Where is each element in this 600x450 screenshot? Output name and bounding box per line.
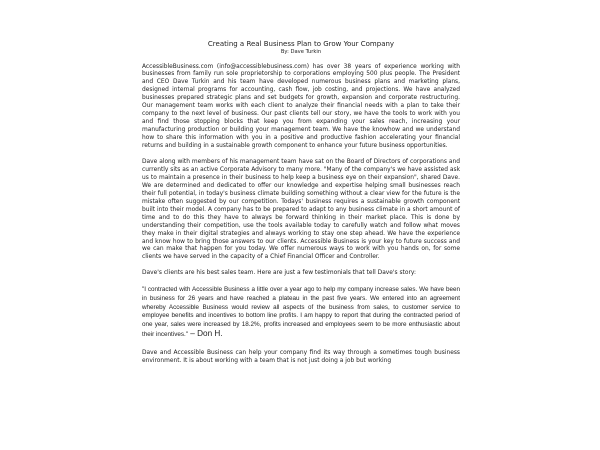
document-title: Creating a Real Business Plan to Grow Your Company xyxy=(207,40,395,48)
paragraph-closing: Dave and Accessible Business can help your company find its way through a sometimes tough business environment. It is about working with a team that is not just doing a job but working xyxy=(142,349,460,364)
document-page xyxy=(142,40,460,373)
testimonial-quote xyxy=(142,286,460,339)
document-byline: By: Dave Turkin xyxy=(280,48,322,55)
paragraph-board-advisory: Dave along with members of his management team have sat on the Board of Directors of corporations and currently sits as an active Corporate Advisory to many more. "Many of the company's we have assisted ask us to maintain a presence in their business to help keep a business eye on their expansion", shared Dave. We are determined and dedicated to offer our knowledge and expertise helping small businesses reach their full potential, in today's business climate building something without a clear view for the future is the mistake often suggested by our competition. Todays' business requires a sustainable growth component built into their model. A company has to be prepared to adapt to any business climate in a short amount of time and to do this they have to always be forward thinking in their market place. This is done by understanding their competition, use the tools available today to carefully watch and follow what moves they make in their digital strategies and always working to stay one step ahead. We have the experience and know how to bring those answers to our clients. Accessible Business is your key to future success and we can make that happen for you today. We offer numerous ways to work with you hands on, for some clients we have served in the capacity of a Chief Financial Officer and Controller. xyxy=(142,158,460,261)
paragraph-testimonials-intro: Dave's clients are his best sales team. Here are just a few testimonials that tell Dave's story: xyxy=(142,270,416,277)
testimonial-text: "I contracted with Accessible Business a little over a year ago to help my company increase sales. We have been in business for 26 years and have reached a plateau in the past five years. We entered into an agreement whereby Accessible Business would review all aspects of the business from sales, to customer service to employee benefits and incentives to bottom line profits. I am happy to report that during the contracted period of one year, sales were increased by 18.2%, profits increased and employees seem to be more enthusiastic about their incentives." xyxy=(142,286,460,338)
testimonial-author: – Don H. xyxy=(188,328,223,338)
paragraph-company-overview: AccessibleBusiness.com (info@accessiblebusiness.com) has over 38 years of experience working with businesses from family run sole proprietorship to corporations employing 500 plus people. The President and CEO Dave Turkin and his team have developed numerous business plans and marketing plans, designed internal programs for accounting, cash flow, job costing, and projections. We have analyzed businesses prepared strategic plans and set budgets for growth, expansion and corporate restructuring. Our management team works with each client to analyze their financial needs with a plan to take their company to the next level of business. Our past clients tell our story, we have the tools to work with you and find those stopping blocks that keep you from expanding your sales reach, increasing your manufacturing production or building your management team. We have the knowhow and we understand how to share this information with you in a positive and productive fashion accelerating your financial returns and building in a sustainable growth component to enhance your future business opportunities. xyxy=(142,63,460,150)
